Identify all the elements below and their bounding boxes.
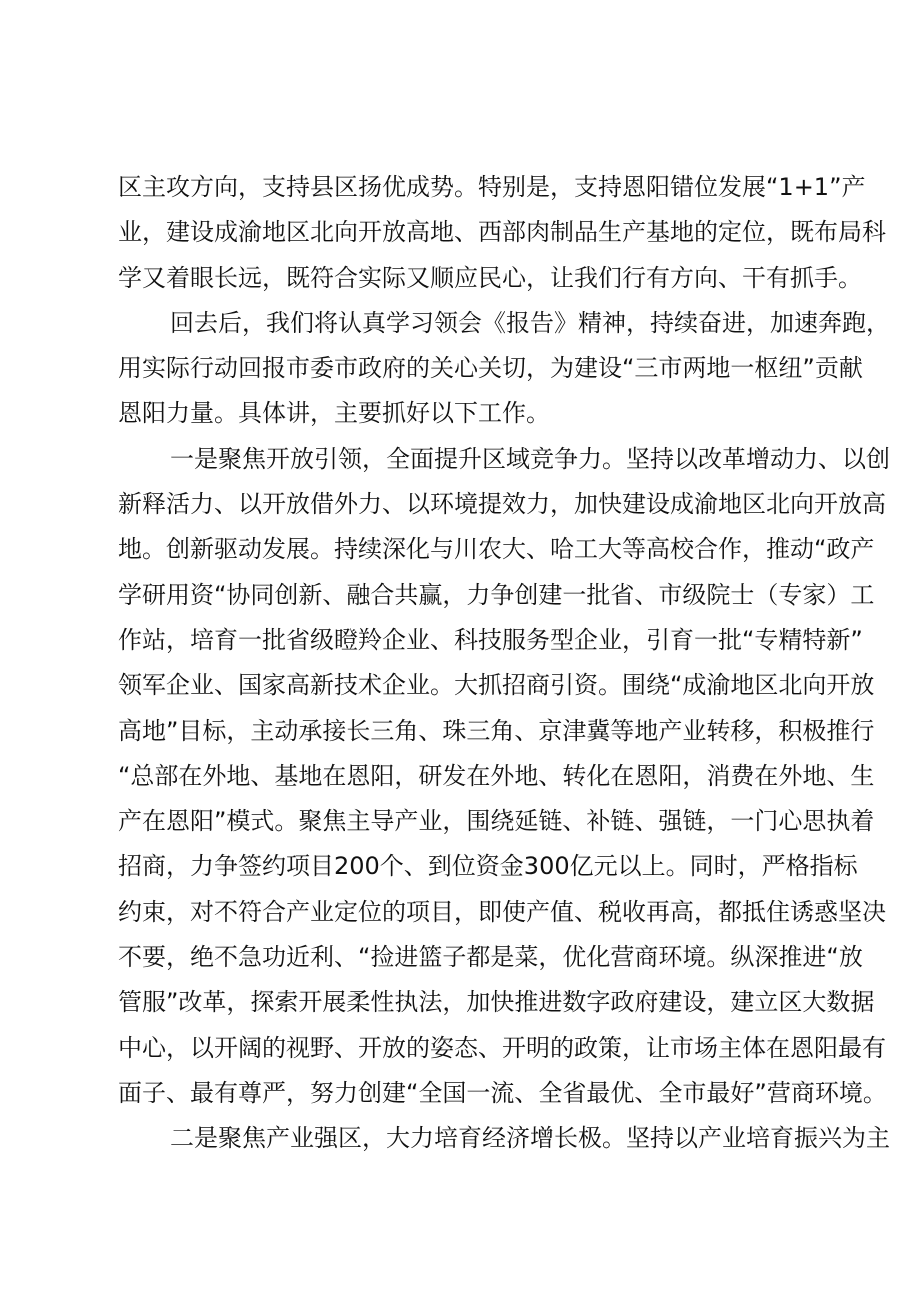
text-line-6: 恩阳力量。具体讲，主要抓好以下工作。 — [118, 399, 550, 428]
text-line-20: 中心，以开阔的视野、开放的姿态、开明的政策，让市场主体在恩阳最有 — [118, 1033, 886, 1062]
text-line-15: 产在恩阳”模式。聚焦主导产业，围绕延链、补链、强链，一门心思执着 — [118, 807, 875, 836]
text-line-14: “总部在外地、基地在恩阳，研发在外地、转化在恩阳，消费在外地、生 — [118, 761, 875, 790]
text-line-11: 作站，培育一批省级瞪羚企业、科技服务型企业，引育一批“专精特新” — [118, 625, 863, 654]
text-line-16: 招商，力争签约项目200个、到位资金300亿元以上。同时，严格指标 — [118, 852, 858, 881]
document-body — [118, 165, 890, 1162]
text-line-9: 地。创新驱动发展。持续深化与川农大、哈工大等高校合作，推动“政产 — [118, 535, 875, 564]
text-line-5: 用实际行动回报市委市政府的关心关切，为建设“三市两地一枢纽”贡献 — [118, 354, 863, 383]
text-line-18: 不要，绝不急功近利、“捡进篮子都是菜，优化营商环境。纵深推进“放 — [118, 943, 863, 972]
text-line-8: 新释活力、以开放借外力、以环境提效力，加快建设成渝地区北向开放高 — [118, 490, 886, 519]
text-line-19: 管服”改革，探索开展柔性执法，加快推进数字政府建设，建立区大数据 — [118, 988, 875, 1017]
text-line-3: 学又着眼长远，既符合实际又顺应民心，让我们行有方向、干有抓手。 — [118, 263, 862, 292]
text-line-12: 领军企业、国家高新技术企业。大抓招商引资。围绕“成渝地区北向开放 — [118, 671, 875, 700]
text-line-13: 高地”目标，主动承接长三角、珠三角、京津冀等地产业转移，积极推行 — [118, 716, 875, 745]
section-one-start-line: 一是聚焦开放引领，全面提升区域竞争力。坚持以改革增动力、以创 — [170, 444, 890, 473]
text-line-21: 面子、最有尊严，努力创建“全国一流、全省最优、全市最好”营商环境。 — [118, 1078, 887, 1107]
text-line-10: 学研用资“协同创新、融合共赢，力争创建一批省、市级院士（专家）工 — [118, 580, 875, 609]
paragraph-start-line: 回去后，我们将认真学习领会《报告》精神，持续奋进，加速奔跑， — [170, 308, 890, 337]
text-line-1: 区主攻方向，支持县区扬优成势。特别是，支持恩阳错位发展“1+1”产 — [118, 173, 866, 201]
text-line-17: 约束，对不符合产业定位的项目，即使产值、税收再高，都抵住诱惑坚决 — [118, 897, 886, 926]
text-line-2: 业，建设成渝地区北向开放高地、西部肉制品生产基地的定位，既布局科 — [118, 218, 886, 247]
section-two-start-line: 二是聚焦产业强区，大力培育经济增长极。坚持以产业培育振兴为主 — [170, 1124, 890, 1153]
